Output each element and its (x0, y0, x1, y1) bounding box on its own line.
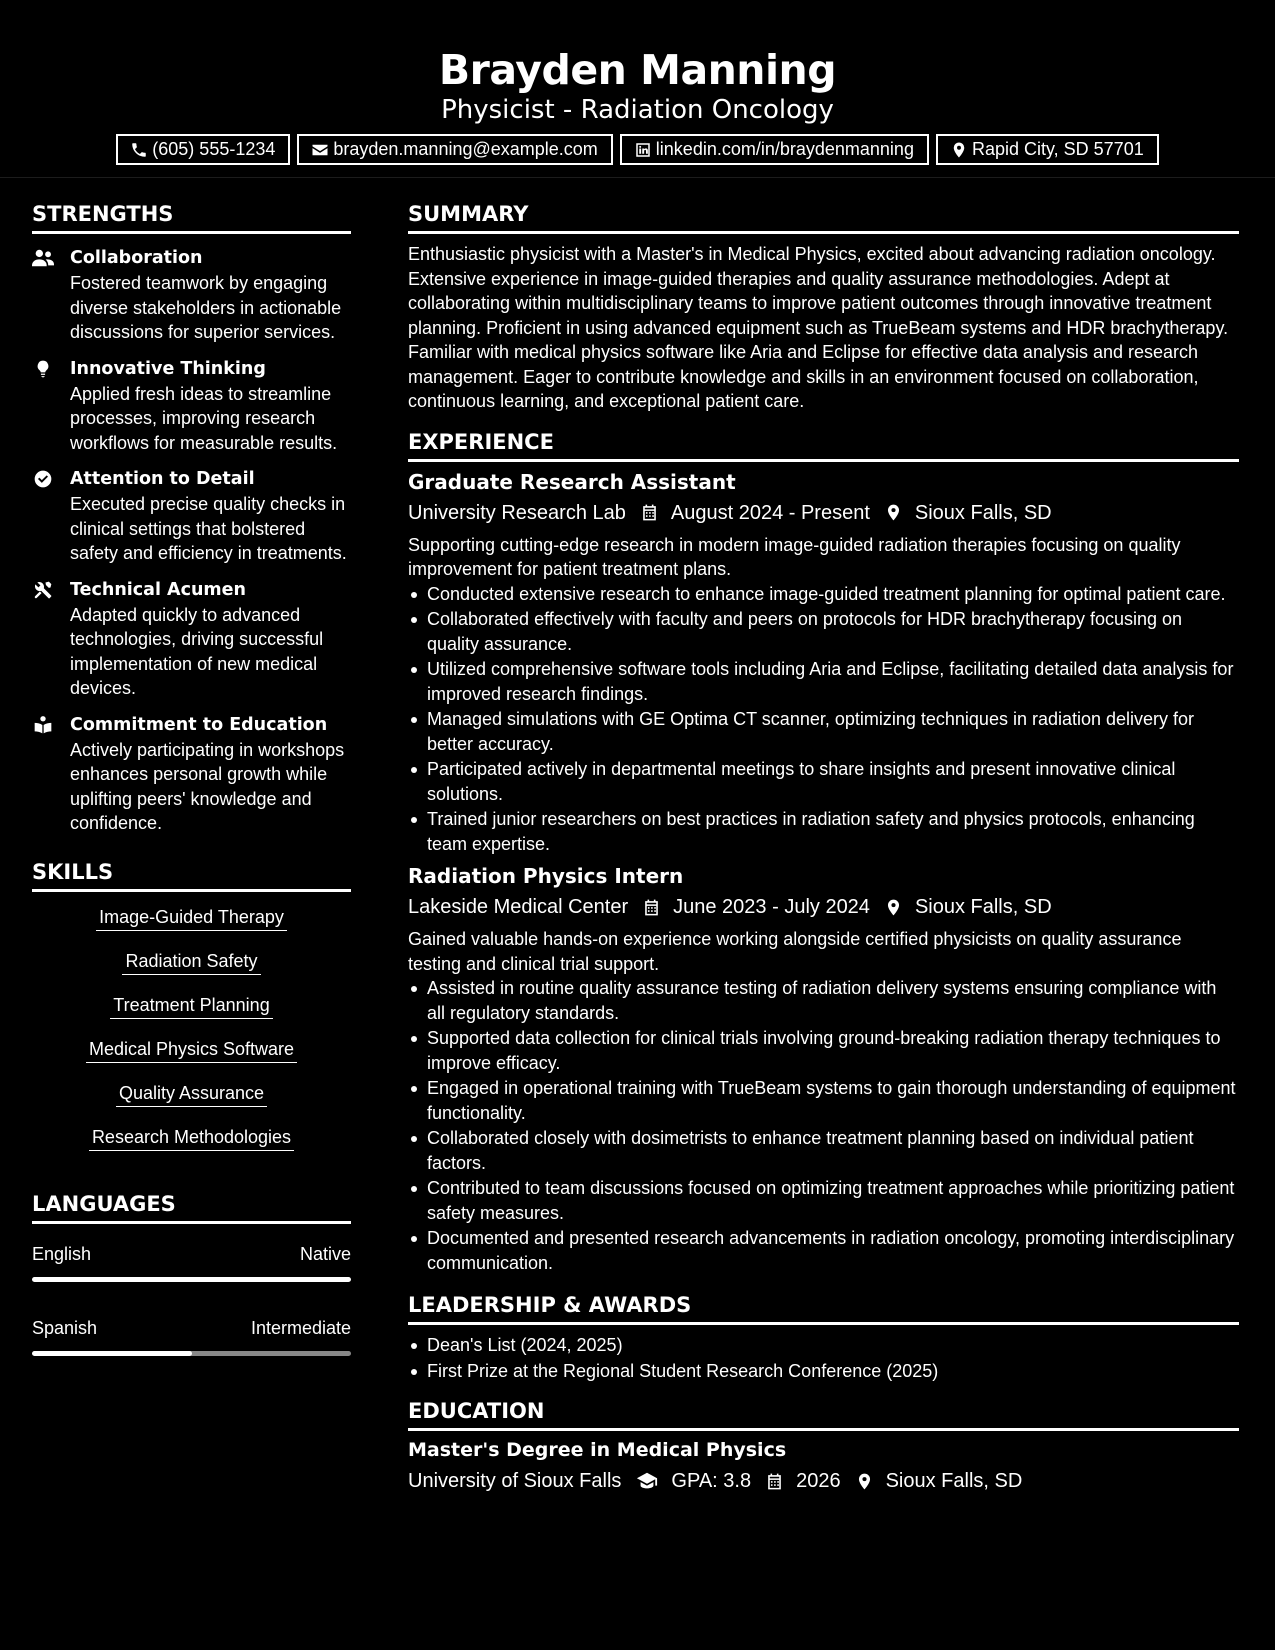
language-item (32, 1316, 351, 1356)
language-name: English (32, 1243, 92, 1264)
awards-heading: LEADERSHIP & AWARDS (408, 1291, 1239, 1325)
email-text: brayden.manning@example.com (333, 139, 598, 159)
job-location: Sioux Falls, SD (914, 896, 1052, 918)
skills-heading: SKILLS (32, 858, 351, 892)
job-dates: June 2023 - July 2024 (673, 896, 870, 918)
calendar-icon (640, 503, 659, 522)
bullet-item: Managed simulations with GE Optima CT scanner, optimizing techniques in radiation delivery for better accuracy. (408, 707, 1239, 756)
strength-desc: Executed precise quality checks in clinical settings that bolstered safety and efficiency in treatments. (70, 494, 347, 563)
strengths-heading: STRENGTHS (32, 200, 351, 234)
bullet-item: Collaborated effectively with faculty and peers on protocols for HDR brachytherapy focusing on quality assurance. (408, 607, 1239, 656)
bullet-item: Conducted extensive research to enhance image-guided treatment planning for optimal patient care. (408, 582, 1239, 607)
graduation-cap-icon (635, 1470, 659, 1492)
strength-title: Attention to Detail (70, 469, 255, 489)
strength-title: Innovative Thinking (70, 358, 266, 379)
proficiency-fill (32, 1277, 351, 1282)
resume-header (0, 0, 1275, 178)
bullet-item: Trained junior researchers on best practices in radiation safety and physics protocols, enhancing team expertise. (408, 807, 1239, 856)
map-pin-icon (884, 503, 903, 522)
envelope-icon (311, 141, 329, 159)
education-heading: EDUCATION (408, 1397, 1239, 1431)
language-level: Native (299, 1243, 351, 1264)
skill-tag: Medical Physics Software (86, 1036, 297, 1063)
strength-desc: Fostered teamwork by engaging diverse stakeholders in actionable discussions for superior services. (70, 273, 342, 342)
job-meta (408, 892, 1239, 922)
bullet-item: Assisted in routine quality assurance testing of radiation delivery systems ensuring compliance with all regulatory standards. (408, 976, 1239, 1025)
gpa-text: GPA: 3.8 (671, 1470, 752, 1492)
languages-heading: LANGUAGES (32, 1190, 351, 1224)
job-org: Lakeside Medical Center (408, 896, 629, 918)
skill-tag: Image-Guided Therapy (96, 904, 287, 931)
strength-title: Collaboration (70, 248, 203, 268)
summary-text: Enthusiastic physicist with a Master's in Medical Physics, excited about advancing radiation oncology. Extensive experience in image-guided therapies and quality assurance methodologies. Adept at collaborating within multidisciplinary teams to improve patient outcomes through innovative treatment planning. Proficient in using advanced equipment such as TrueBeam systems and HDR brachytherapy. Familiar with medical physics software like Aria and Eclipse for effective data analysis and research management. Eager to contribute knowledge and skills in an environment focused on collaboration, continuous learning, and exceptional patient care. (408, 244, 1229, 411)
job-entry (408, 468, 1239, 857)
contact-location[interactable] (936, 134, 1159, 165)
job-title: Radiation Physics Intern (408, 864, 684, 888)
linkedin-text: linkedin.com/in/braydenmanning (655, 139, 914, 159)
language-name: Spanish (32, 1317, 98, 1338)
bullet-item: Supported data collection for clinical trials involving ground-breaking radiation therapy techniques to improve efficacy. (408, 1026, 1239, 1075)
phone-text: (605) 555-1234 (152, 139, 276, 159)
location-text: Rapid City, SD 57701 (971, 139, 1144, 159)
skill-tag: Treatment Planning (110, 992, 272, 1019)
contact-phone[interactable] (116, 134, 290, 165)
map-pin-icon (855, 1472, 874, 1491)
strength-item (32, 467, 351, 566)
tools-icon (32, 580, 54, 600)
strength-item (32, 357, 351, 456)
job-entry (408, 862, 1239, 1275)
linkedin-icon (634, 141, 652, 159)
graduation-year: 2026 (796, 1470, 841, 1492)
school-name: University of Sioux Falls (408, 1470, 622, 1492)
map-pin-icon (884, 898, 903, 917)
strength-item (32, 713, 351, 836)
job-meta (408, 498, 1239, 528)
skill-tag: Research Methodologies (89, 1124, 294, 1151)
strength-desc: Adapted quickly to advanced technologies, driving successful implementation of new medical devices. (70, 604, 324, 698)
users-icon (32, 248, 54, 268)
lightbulb-icon (32, 359, 54, 379)
experience-heading: EXPERIENCE (408, 428, 1239, 462)
contact-bar (0, 134, 1275, 165)
strength-desc: Applied fresh ideas to streamline processes, improving research workflows for measurable results. (70, 383, 338, 453)
skill-tag: Radiation Safety (122, 948, 260, 975)
education-meta (408, 1466, 1239, 1496)
proficiency-bar (32, 1277, 351, 1282)
proficiency-bar (32, 1351, 351, 1356)
job-dates: August 2024 - Present (670, 501, 870, 524)
award-item: Dean's List (2024, 2025) (408, 1333, 1239, 1358)
bullet-item: Engaged in operational training with TrueBeam systems to gain thorough understanding of equipment functionality. (408, 1076, 1239, 1125)
degree-title: Master's Degree in Medical Physics (408, 1439, 787, 1461)
bullet-item: Collaborated closely with dosimetrists to enhance treatment planning based on individual patient factors. (408, 1126, 1239, 1175)
award-item: First Prize at the Regional Student Research Conference (2025) (408, 1359, 1239, 1384)
calendar-icon (765, 1472, 784, 1491)
job-description: Gained valuable hands-on experience working alongside certified physicists on quality assurance testing and clinical trial support. (408, 929, 1182, 974)
bullet-item: Utilized comprehensive software tools including Aria and Eclipse, facilitating detailed data analysis for improved research findings. (408, 657, 1239, 706)
strength-desc: Actively participating in workshops enhances personal growth while uplifting peers' knowledge and confidence. (70, 739, 345, 833)
job-location: Sioux Falls, SD (914, 501, 1052, 524)
proficiency-fill (32, 1351, 192, 1356)
strength-item (32, 578, 351, 701)
bullet-item: Contributed to team discussions focused on optimizing treatment approaches while prioritizing patient safety measures. (408, 1176, 1239, 1225)
summary-heading: SUMMARY (408, 200, 1239, 234)
phone-icon (130, 141, 148, 159)
job-org: University Research Lab (408, 501, 626, 524)
contact-linkedin[interactable] (620, 134, 929, 165)
job-title: Graduate Research Assistant (408, 469, 736, 494)
job-bullets (408, 582, 1239, 857)
job-bullets (408, 976, 1239, 1275)
bullet-item: Documented and presented research advancements in radiation oncology, promoting interdisciplinary communication. (408, 1226, 1239, 1275)
candidate-title: Physicist - Radiation Oncology (441, 95, 834, 125)
strength-title: Technical Acumen (70, 579, 246, 600)
left-column (32, 200, 351, 1356)
job-description: Supporting cutting-edge research in modern image-guided radiation therapies focusing on quality improvement for patient treatment plans. (408, 534, 1181, 579)
check-circle-icon (32, 469, 54, 489)
bullet-item: Participated actively in departmental meetings to share insights and present innovative clinical solutions. (408, 757, 1239, 806)
language-item (32, 1242, 351, 1282)
strength-item (32, 246, 351, 345)
map-pin-icon (950, 141, 968, 159)
education-location: Sioux Falls, SD (885, 1470, 1023, 1492)
right-column (408, 200, 1239, 1496)
language-level: Intermediate (250, 1317, 351, 1338)
strength-title: Commitment to Education (70, 714, 328, 735)
calendar-icon (642, 898, 661, 917)
skill-tag: Quality Assurance (116, 1080, 267, 1107)
book-reader-icon (32, 715, 54, 735)
candidate-name: Brayden Manning (438, 46, 837, 94)
awards-list (408, 1333, 1239, 1383)
contact-email[interactable] (297, 134, 612, 165)
skills-list (32, 904, 351, 1168)
